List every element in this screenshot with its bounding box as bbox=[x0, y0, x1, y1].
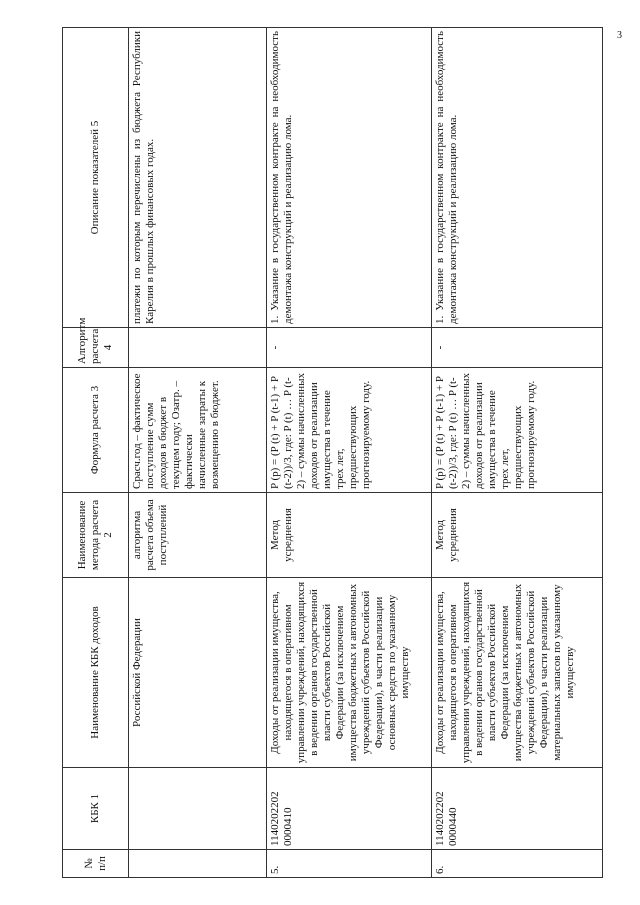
cell-kbk: 1140202202 0000440 bbox=[432, 768, 603, 850]
cell-name: Российской Федерации bbox=[129, 578, 267, 768]
cell-description: 1. Указание в государственном контракте на необходимость демонтажа конструкций и реализацию лома. bbox=[432, 28, 603, 328]
cell-kbk: 1140202202 0000410 bbox=[267, 768, 432, 850]
cell-formula: P (p) = (P (t) + P (t-1) + P (t-2))/3, где: P (t) … P (t-2) – суммы начисленных доходов от реализации имущества в течение трех лет, предшествующих прогнозируемому году. bbox=[432, 368, 603, 493]
cell-num bbox=[129, 850, 267, 878]
cell-method: алгоритма расчета объема поступлений bbox=[129, 493, 267, 578]
cell-kbk bbox=[129, 768, 267, 850]
header-algorithm: Алгоритм расчета 4 bbox=[63, 328, 129, 368]
header-description: Описание показателей 5 bbox=[63, 28, 129, 328]
cell-method: Метод усреднения bbox=[432, 493, 603, 578]
cell-description: 1. Указание в государственном контракте на необходимость демонтажа конструкций и реализацию лома. bbox=[267, 28, 432, 328]
cell-name: Доходы от реализации имущества, находящегося в оперативном управлении учреждений, находящихся в ведении органов государственной власти субъектов Российской Федерации (за исключением имущества бюджетных и автономных учреждений субъектов Российской Федерации), в части реализации материальных запасов по указанному имуществу bbox=[432, 578, 603, 768]
header-row bbox=[63, 28, 129, 878]
rotated-table-sheet bbox=[62, 28, 602, 878]
header-kbk-name: Наименование КБК доходов bbox=[63, 578, 129, 768]
cell-algorithm: - bbox=[267, 328, 432, 368]
table-row bbox=[267, 28, 432, 878]
table-row bbox=[129, 28, 267, 878]
cell-name: Доходы от реализации имущества, находящегося в оперативном управлении учреждений, находящихся в ведении органов государственной власти субъектов Российской Федерации (за исключением имущества бюджетных и автономных учреждений субъектов Российской Федерации), в части реализации основных средств по указанному имуществу bbox=[267, 578, 432, 768]
cell-formula: P (p) = (P (t) + P (t-1) + P (t-2))/3, где: P (t) … P (t-2) – суммы начисленных доходов от реализации имущества в течение трех лет, предшествующих прогнозируемому году. bbox=[267, 368, 432, 493]
cell-num: 5. bbox=[267, 850, 432, 878]
cell-algorithm bbox=[129, 328, 267, 368]
cell-formula: Срасч.год – фактическое поступление сумм доходов в бюджет в текущем году; Озатр. – фактически начисленные затраты к возмещению в бюджет. bbox=[129, 368, 267, 493]
cell-algorithm: - bbox=[432, 328, 603, 368]
header-formula: Формула расчета 3 bbox=[63, 368, 129, 493]
cell-num: 6. bbox=[432, 850, 603, 878]
header-num: № п/п bbox=[63, 850, 129, 878]
cell-method: Метод усреднения bbox=[267, 493, 432, 578]
cell-description: платежи по которым перечислены из бюджета Республики Карелия в прошлых финансовых годах. bbox=[129, 28, 267, 328]
methods-table bbox=[62, 27, 603, 878]
header-kbk: КБК 1 bbox=[63, 768, 129, 850]
header-method-name: Наименование метода расчета 2 bbox=[63, 493, 129, 578]
page-number: 3 bbox=[617, 30, 622, 41]
table-row bbox=[432, 28, 603, 878]
